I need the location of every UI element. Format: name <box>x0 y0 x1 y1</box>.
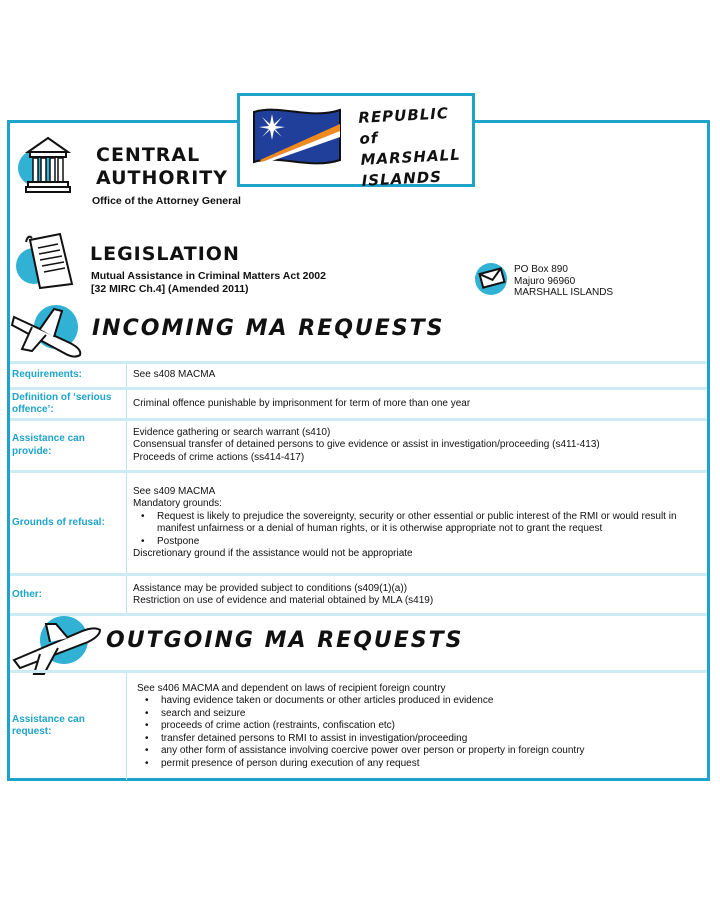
value-line: Consensual transfer of detained persons to give evidence or assist in investigation/proceeding (s411-413) <box>133 439 600 451</box>
airplane-incoming-icon <box>10 303 90 361</box>
row-label: Definition of ‘serious offence’: <box>10 389 127 420</box>
authority-name: Office of the Attorney General <box>92 195 241 207</box>
table-row <box>10 672 707 780</box>
table-row <box>10 389 707 420</box>
courthouse-icon <box>24 134 72 196</box>
table-row <box>10 420 707 472</box>
table-row <box>10 363 707 389</box>
incoming-title: INCOMING MA REQUESTS <box>92 316 445 341</box>
list-item: • any other form of assistance involving coercive power over person or property in foreign country <box>137 745 707 758</box>
row-value <box>127 575 708 615</box>
list-item: • proceeds of crime action (restraints, confiscation etc) <box>137 720 707 733</box>
row-value: See s408 MACMA <box>127 363 708 389</box>
legislation-line-2: [32 MIRC Ch.4] (Amended 2011) <box>91 283 249 295</box>
authority-title-line-2: AUTHORITY <box>96 167 228 189</box>
outgoing-title: OUTGOING MA REQUESTS <box>106 628 464 653</box>
refusal-bullets <box>133 511 707 549</box>
row-label: Requirements: <box>10 363 127 389</box>
list-item: • Request is likely to prejudice the sovereignty, security or other essential or public interest of the RMI or would result in manifest unfairness or a denial of human rights, or it is otherwise appropriate not to grant the request <box>133 511 707 536</box>
country-line-2: MARSHALL <box>360 145 462 169</box>
country-line-3: ISLANDS <box>361 167 443 190</box>
list-item: • Postpone <box>133 536 707 549</box>
legislation-title: LEGISLATION <box>90 243 240 265</box>
postal-address <box>514 264 613 299</box>
value-line: See s409 MACMA <box>133 485 216 497</box>
scroll-document-icon <box>18 230 78 292</box>
country-name <box>358 102 472 192</box>
incoming-table <box>10 361 707 615</box>
value-line: Evidence gathering or search warrant (s410) <box>133 426 331 438</box>
row-label: Assistance can request: <box>10 672 127 780</box>
value-line: Mandatory grounds: <box>133 498 222 509</box>
outgoing-table <box>10 670 707 780</box>
authority-title-line-1: CENTRAL <box>96 144 201 166</box>
table-row <box>10 472 707 575</box>
list-item: • search and seizure <box>137 708 707 721</box>
value-line: See s406 MACMA and dependent on laws of recipient foreign country <box>137 682 446 694</box>
address-line-1: PO Box 890 <box>514 264 568 275</box>
list-item: • transfer detained persons to RMI to assist in investigation/proceeding <box>137 733 707 746</box>
row-label: Other: <box>10 575 127 615</box>
envelope-icon <box>478 264 506 292</box>
row-value <box>127 672 708 780</box>
value-line: Discretionary ground if the assistance would not be appropriate <box>133 548 413 559</box>
address-line-2: Majuro 96960 <box>514 275 576 287</box>
country-line-1: REPUBLIC of <box>357 104 450 148</box>
list-item: • having evidence taken or documents or other articles produced in evidence <box>137 695 707 708</box>
table-row <box>10 575 707 615</box>
address-line-3: MARSHALL ISLANDS <box>514 287 614 298</box>
legislation-text <box>91 270 326 296</box>
marshall-islands-flag-icon <box>250 104 345 168</box>
row-value <box>127 420 708 472</box>
outgoing-bullets <box>137 695 707 770</box>
divider <box>10 613 707 616</box>
row-value: Criminal offence punishable by imprisonment for term of more than one year <box>127 389 708 420</box>
authority-title <box>96 144 228 190</box>
list-item: • permit presence of person during execution of any request <box>137 758 707 771</box>
value-line: Proceeds of crime actions (ss414-417) <box>133 451 305 463</box>
row-value <box>127 472 708 575</box>
value-line: Restriction on use of evidence and material obtained by MLA (s419) <box>133 595 434 607</box>
row-label: Grounds of refusal: <box>10 472 127 575</box>
row-label: Assistance can provide: <box>10 420 127 472</box>
value-line: Assistance may be provided subject to conditions (s409(1)(a)) <box>133 582 408 594</box>
legislation-line-1: Mutual Assistance in Criminal Matters Act 2002 <box>91 270 326 282</box>
